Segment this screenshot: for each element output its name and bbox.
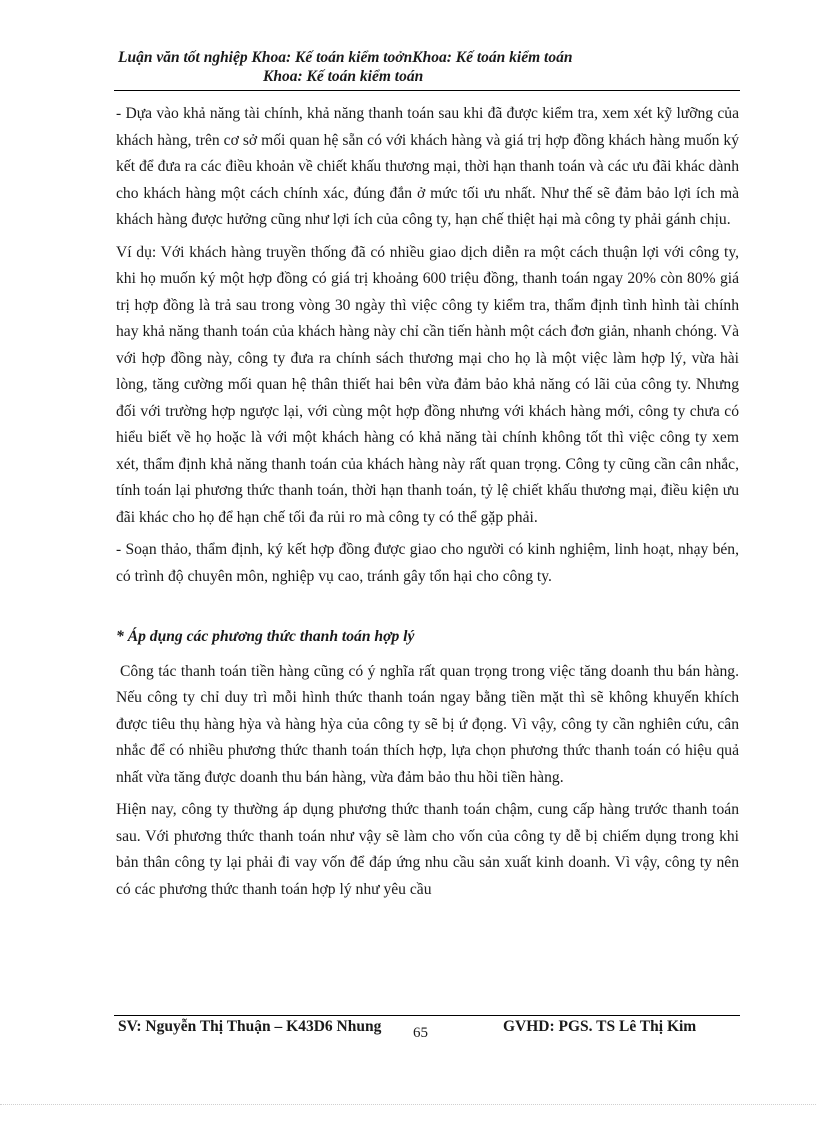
paragraph-example: Ví dụ: Với khách hàng truyền thống đã có nhiều giao dịch diễn ra một cách thuận lợi với công ty, khi họ muốn ký một hợp đồng có giá trị khoảng 600 triệu đồng, thanh toán ngay 20% còn 80% giá trị hợp đồng là trả sau trong vòng 30 ngày thì việc công ty kiểm tra, thẩm định tình hình tài chính hay khả năng thanh toán của khách hàng này chỉ cần tiến hành một cách đơn giản, nhanh chóng. Và với hợp đồng này, công ty đưa ra chính sách thương mại cho họ là một việc làm hợp lý, vừa hài lòng, tăng cường mối quan hệ thân thiết hai bên vừa đảm bảo khả năng có lãi của công ty. Nhưng đối với trường hợp ngược lại, với cùng một hợp đồng nhưng với khách hàng mới, công ty chưa có hiểu biết về họ hoặc là với một khách hàng có khả năng tài chính không tốt thì việc công ty xem xét, thẩm định khả năng thanh toán của khách hàng này rất quan trọng. Công ty cũng cần cân nhắc, tính toán lại phương thức thanh toán, thời hạn thanh toán, tỷ lệ chiết khấu thương mại, điều kiện ưu đãi khác cho họ để hạn chế tối đa rủi ro mà công ty có thể gặp phải. bbox=[116, 243, 739, 526]
footer-advisor: GVHD: PGS. TS Lê Thị Kim bbox=[503, 1018, 697, 1035]
header-line-1: Luận văn tốt nghiệp Khoa: Kế toán kiểm toởnKhoa: Kế toán kiểm toán bbox=[118, 49, 573, 66]
page-header bbox=[118, 48, 738, 86]
page-number: 65 bbox=[413, 1025, 428, 1041]
paragraph-financial-assessment: - Dựa vào khả năng tài chính, khả năng thanh toán sau khi đã được kiểm tra, xem xét kỹ lưỡng của khách hàng, trên cơ sở mối quan hệ sẵn có với khách hàng và giá trị hợp đồng khách hàng muốn ký kết để đưa ra các điều khoản về chiết khấu thương mại, thời hạn thanh toán và các ưu đãi khác dành cho khách hàng một cách chính xác, đúng đắn ở mức tối ưu nhất. Như thế sẽ đảm bảo lợi ích mà khách hàng được hưởng cũng như lợi ích của công ty, hạn chế thiệt hại mà công ty phải gánh chịu. bbox=[116, 105, 739, 228]
section-heading: * Áp dụng các phương thức thanh toán hợp lý bbox=[116, 628, 415, 645]
paragraph-payment-importance: Công tác thanh toán tiền hàng cũng có ý nghĩa rất quan trọng trong việc tăng doanh thu bán hàng. Nếu công ty chỉ duy trì mỗi hình thức thanh toán ngay bằng tiền mặt thì sẽ không khuyến khích được tiêu thụ hàng hỳa và hàng hỳa của công ty sẽ bị ứ đọng. Vì vậy, công ty cần nghiên cứu, cân nhắc để có nhiều phương thức thanh toán thích hợp, lựa chọn phương thức thanh toán có hiệu quả nhất vừa tăng được doanh thu bán hàng, vừa đảm bảo thu hồi tiền hàng. bbox=[116, 662, 739, 786]
paragraph-contract-drafting: - Soạn thảo, thẩm định, ký kết hợp đồng được giao cho người có kinh nghiệm, linh hoạt, nhạy bén, có trình độ chuyên môn, nghiệp vụ cao, tránh gây tổn hại cho công ty. bbox=[116, 541, 739, 585]
footer-divider bbox=[114, 1015, 740, 1016]
page-body bbox=[116, 101, 739, 909]
paragraph-current-practice: Hiện nay, công ty thường áp dụng phương thức thanh toán chậm, cung cấp hàng trước thanh toán sau. Với phương thức thanh toán như vậy sẽ làm cho vốn của công ty dễ bị chiếm dụng trong khi bản thân công ty lại phải đi vay vốn để đáp ứng nhu cầu sản xuất kinh doanh. Vì vậy, công ty nên có các phương thức thanh toán hợp lý như yêu cầu bbox=[116, 801, 739, 898]
bottom-border bbox=[0, 1104, 816, 1105]
footer-student: SV: Nguyễn Thị Thuận – K43D6 Nhung bbox=[118, 1018, 382, 1035]
header-line-2: Khoa: Kế toán kiểm toán bbox=[263, 68, 424, 85]
header-divider bbox=[114, 90, 740, 91]
